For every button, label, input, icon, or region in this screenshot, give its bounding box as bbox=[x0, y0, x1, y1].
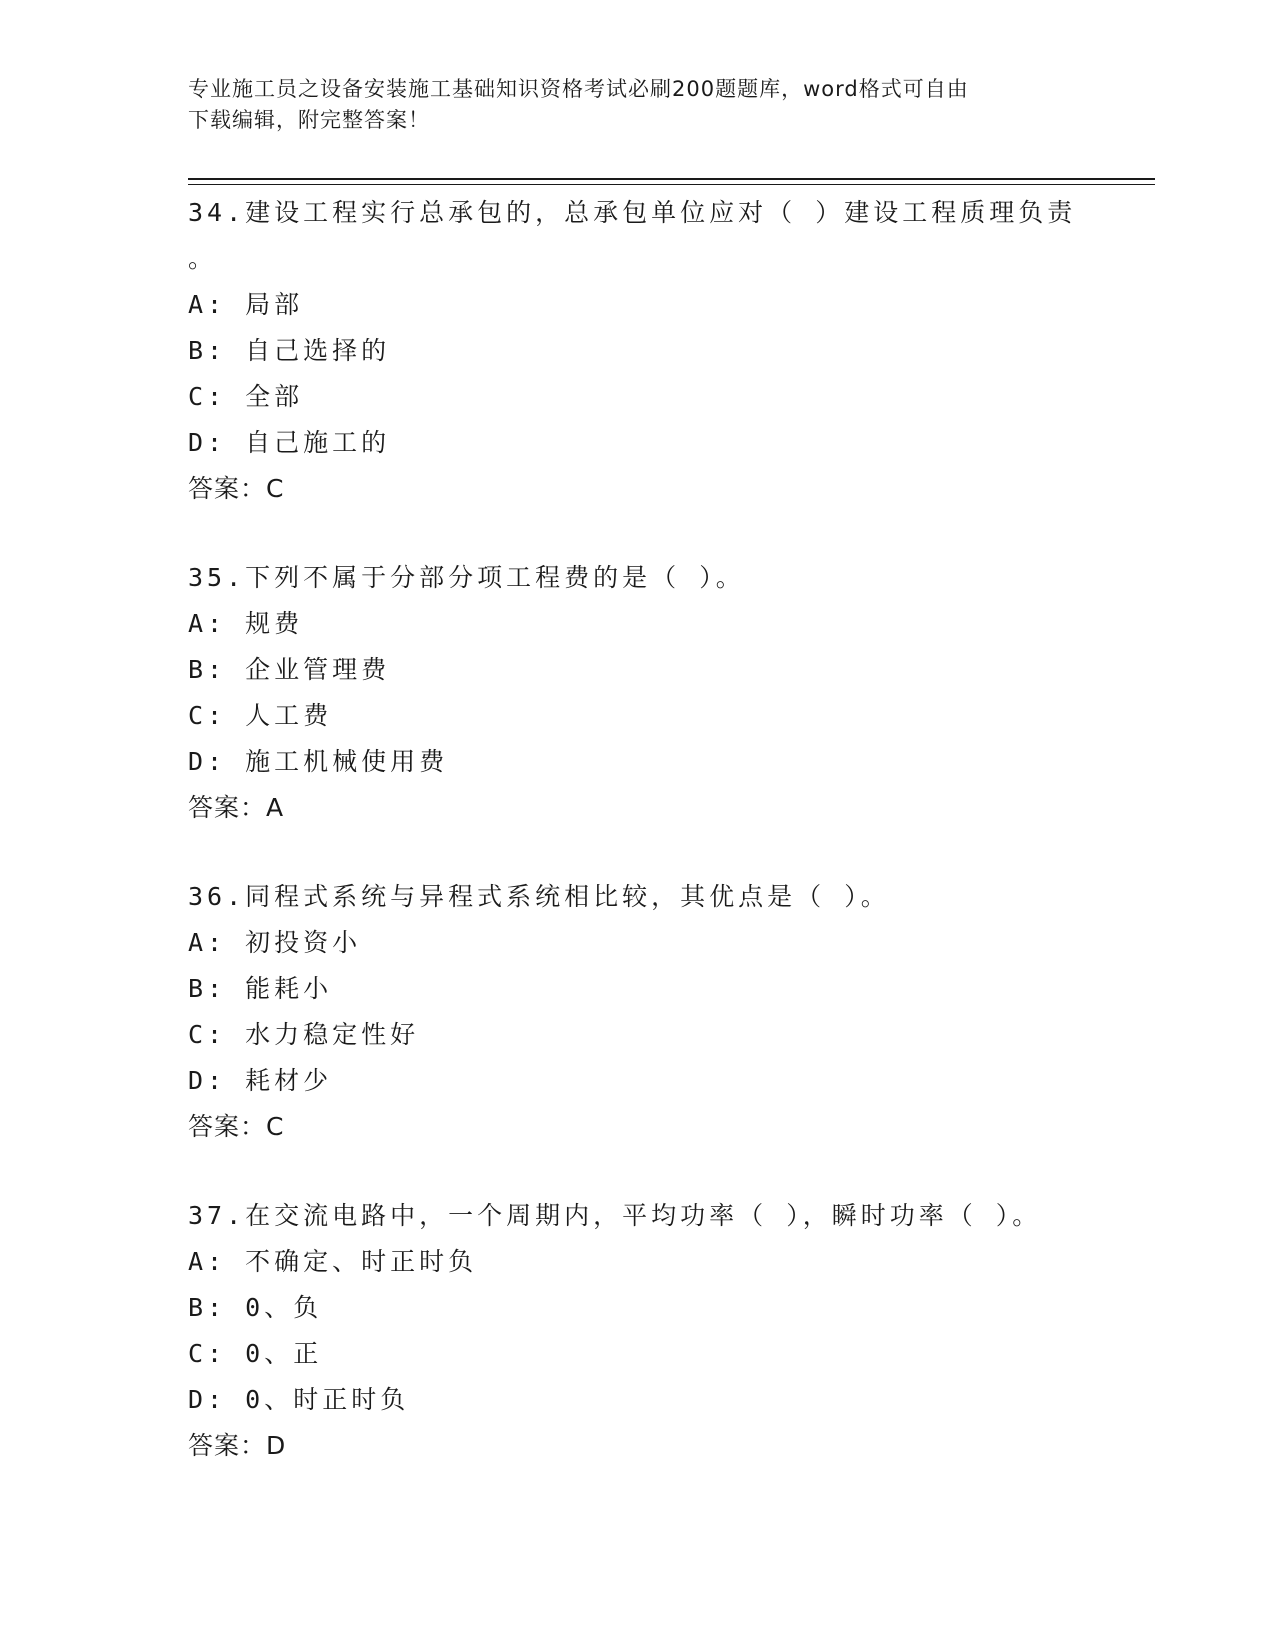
option-d: D: 施工机械使用费 bbox=[188, 747, 449, 776]
option-d: D: 耗材少 bbox=[188, 1066, 333, 1095]
document-header bbox=[188, 74, 1068, 136]
question-text: 36.同程式系统与异程式系统相比较，其优点是（ ）。 bbox=[188, 882, 890, 911]
option-c: C: 全部 bbox=[188, 382, 304, 411]
question-text-continued: 。 bbox=[188, 244, 218, 273]
header-line-2: 下载编辑，附完整答案！ bbox=[188, 108, 430, 132]
question-block-34 bbox=[188, 190, 1155, 512]
header-rule-thick bbox=[188, 178, 1155, 180]
answer: 答案：C bbox=[188, 474, 285, 503]
option-a: A: 规费 bbox=[188, 609, 304, 638]
option-c: C: 水力稳定性好 bbox=[188, 1020, 420, 1049]
header-line-1: 专业施工员之设备安装施工基础知识资格考试必刷200题题库，word格式可自由 bbox=[188, 77, 969, 101]
question-spacer bbox=[188, 512, 1155, 555]
answer: 答案：C bbox=[188, 1112, 285, 1141]
header-rule-thin bbox=[188, 184, 1155, 185]
question-spacer bbox=[188, 831, 1155, 874]
question-spacer bbox=[188, 1150, 1155, 1193]
question-block-35 bbox=[188, 555, 1155, 831]
question-block-36 bbox=[188, 874, 1155, 1150]
question-text: 37.在交流电路中，一个周期内，平均功率（ ），瞬时功率（ ）。 bbox=[188, 1201, 1042, 1230]
option-b: B: 自己选择的 bbox=[188, 336, 391, 365]
question-list bbox=[188, 190, 1155, 1469]
option-c: C: 人工费 bbox=[188, 701, 333, 730]
option-b: B: 0、负 bbox=[188, 1293, 323, 1322]
option-d: D: 自己施工的 bbox=[188, 428, 391, 457]
option-a: A: 初投资小 bbox=[188, 928, 362, 957]
option-a: A: 局部 bbox=[188, 290, 304, 319]
option-b: B: 企业管理费 bbox=[188, 655, 391, 684]
option-a: A: 不确定、时正时负 bbox=[188, 1247, 478, 1276]
option-d: D: 0、时正时负 bbox=[188, 1385, 410, 1414]
question-block-37 bbox=[188, 1193, 1155, 1469]
answer: 答案：D bbox=[188, 1431, 287, 1460]
option-c: C: 0、正 bbox=[188, 1339, 323, 1368]
question-text: 34.建设工程实行总承包的，总承包单位应对（ ）建设工程质理负责 bbox=[188, 198, 1077, 227]
question-text: 35.下列不属于分部分项工程费的是（ ）。 bbox=[188, 563, 745, 592]
option-b: B: 能耗小 bbox=[188, 974, 333, 1003]
answer: 答案：A bbox=[188, 793, 285, 822]
